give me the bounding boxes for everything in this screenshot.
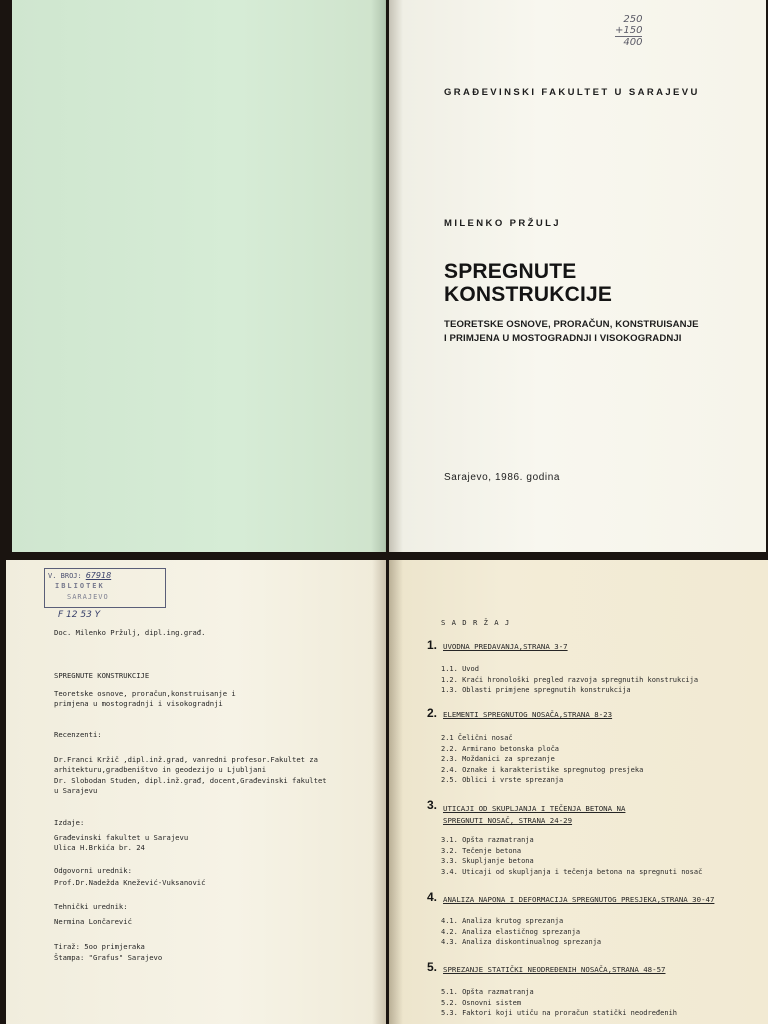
- handwritten-corner-note: [615, 14, 642, 48]
- section-items: [441, 733, 643, 786]
- publisher-line: Građevinski fakultet u Sarajevu: [54, 833, 189, 842]
- contents-heading: S A D R Ž A J: [441, 618, 511, 627]
- toc-item: 3.4. Uticaji od skupljanja i tečenja betona na spregnuti nosač: [441, 867, 703, 876]
- toc-item: 2.5. Oblici i vrste sprezanja: [441, 776, 564, 785]
- gutter-shadow: [371, 0, 385, 552]
- reviewer-line: arhitekturu,gradbeništvo in geodezijo u Ljubljani: [54, 765, 267, 775]
- reviewer-line: u Sarajevu: [54, 786, 98, 796]
- subtitle-line: Teoretske osnove, proračun,konstruisanje i: [54, 689, 236, 698]
- section-items: [441, 987, 677, 1019]
- place-and-date: Sarajevo, 1986. godina: [444, 472, 561, 483]
- section-title: UVODNA PREDAVANJA,STRANA 3-7: [443, 642, 568, 651]
- colophon-page: [6, 560, 386, 1024]
- section-number: 2.: [427, 706, 438, 720]
- subtitle-line-1: TEORETSKE OSNOVE, PRORAČUN, KONSTRUISANJE: [444, 319, 699, 330]
- toc-item: 1.1. Uvod: [441, 665, 479, 673]
- gutter-shadow: [389, 0, 403, 552]
- toc-item: 5.2. Osnovni sistem: [441, 998, 522, 1007]
- stamp-line-3: SARAJEVO: [67, 593, 109, 601]
- section-title: SPREZANJE STATIČKI NEODREĐENIH NOSAČA,STRANA 48-57: [443, 965, 666, 974]
- book-title: [444, 260, 612, 306]
- toc-item: 3.3. Skupljanje betona: [441, 857, 534, 866]
- toc-item: 2.4. Oznake i karakteristike spregnutog presjeka: [441, 765, 644, 774]
- section-number: 4.: [427, 890, 438, 904]
- corner-note-line: 250: [623, 14, 643, 25]
- subtitle-line: primjena u mostogradnji i visokogradnji: [54, 699, 223, 709]
- section-number: 3.: [427, 798, 438, 812]
- reviewer-line: Dr.Franci Kržič ,dipl.inž.grad, vanredni profesor.Fakultet za: [54, 755, 318, 764]
- corner-note-line: 400: [623, 37, 643, 48]
- section-items: [441, 916, 601, 948]
- faculty-name: GRAĐEVINSKI FAKULTET U SARAJEVU: [444, 87, 700, 98]
- toc-item: 5.3. Faktori koji utiču na proračun statički neodređenih: [441, 1009, 678, 1018]
- printer: Štampa: "Grafus" Sarajevo: [54, 953, 163, 962]
- section-items: [441, 835, 702, 877]
- toc-item: 1.3. Oblasti primjene spregnutih konstrukcija: [441, 686, 631, 695]
- print-run: Tiraž: 5oo primjeraka: [54, 942, 145, 951]
- toc-item: 2.3. Moždanici za sprezanje: [441, 755, 555, 764]
- toc-item: 3.1. Opšta razmatranja: [441, 836, 534, 844]
- section-title-line: UTICAJI OD SKUPLJANJA I TEČENJA BETONA NA: [443, 804, 626, 813]
- section-title: ANALIZA NAPONA I DEFORMACIJA SPREGNUTOG PRESJEKA,STRANA 30-47: [443, 895, 715, 904]
- library-stamp: [44, 568, 166, 608]
- reviewer-line: Dr. Slobodan Studen, dipl.inž.građ, docent,Građevinski fakultet: [54, 775, 327, 785]
- tech-editor-name: Nermina Lončarević: [54, 917, 132, 926]
- title-line-2: KONSTRUKCIJE: [444, 283, 613, 306]
- title-page: [389, 0, 766, 552]
- section-items: [441, 664, 698, 696]
- section-title-line: SPREGNUTI NOSAČ, STRANA 24-29: [443, 816, 573, 825]
- section-number: 5.: [427, 960, 438, 974]
- gutter-shadow: [389, 560, 403, 1024]
- tech-editor-label: Tehnički urednik:: [54, 902, 128, 911]
- corner-note-line: +150: [615, 25, 643, 36]
- colophon-book-subtitle: [54, 689, 236, 710]
- stamp-line-2: IBLIOTEK: [55, 582, 105, 590]
- section-title: [443, 803, 625, 827]
- author-name: MILENKO PRŽULJ: [444, 218, 561, 229]
- reviewers-label: Recenzenti:: [54, 730, 102, 739]
- reviewers-list: [54, 755, 327, 797]
- stamp-handwritten-signature: F 12 53 Y: [58, 610, 101, 620]
- toc-item: 2.1 Čelični nosač: [441, 734, 513, 742]
- section-title: ELEMENTI SPREGNUTOG NOSAČA,STRANA 8-23: [443, 710, 613, 719]
- title-line-1: SPREGNUTE: [444, 260, 577, 283]
- stamp-line-1: [48, 571, 111, 580]
- publisher: [54, 833, 188, 854]
- toc-item: 4.2. Analiza elastičnog sprezanja: [441, 927, 581, 936]
- editor-label: Odgovorni urednik:: [54, 866, 132, 875]
- contents-page: [389, 560, 768, 1024]
- toc-item: 4.3. Analiza diskontinualnog sprezanja: [441, 938, 602, 947]
- section-number: 1.: [427, 638, 438, 652]
- toc-item: 5.1. Opšta razmatranja: [441, 988, 534, 996]
- toc-item: 3.2. Tečenje betona: [441, 846, 522, 855]
- publisher-line: Ulica H.Brkića br. 24: [54, 843, 145, 853]
- author-line: Doc. Milenko Pržulj, dipl.ing.građ.: [54, 628, 206, 637]
- toc-item: 1.2. Kraći hronološki pregled razvoja spregnutih konstrukcija: [441, 675, 699, 684]
- editor-name: Prof.Dr.Nadežda Knežević-Vuksanović: [54, 878, 206, 887]
- book-subtitle: [444, 318, 699, 346]
- blank-endpaper-page: [12, 0, 386, 552]
- toc-item: 2.2. Armirano betonska ploča: [441, 744, 560, 753]
- stamp-number: 67918: [85, 571, 112, 580]
- gutter-shadow: [372, 560, 386, 1024]
- toc-item: 4.1. Analiza krutog sprezanja: [441, 917, 564, 925]
- stamp-label: V. BROJ:: [48, 572, 82, 580]
- subtitle-line-2: I PRIMJENA U MOSTOGRADNJI I VISOKOGRADNJI: [444, 333, 682, 344]
- colophon-book-title: SPREGNUTE KONSTRUKCIJE: [54, 671, 150, 680]
- publisher-label: Izdaje:: [54, 818, 85, 827]
